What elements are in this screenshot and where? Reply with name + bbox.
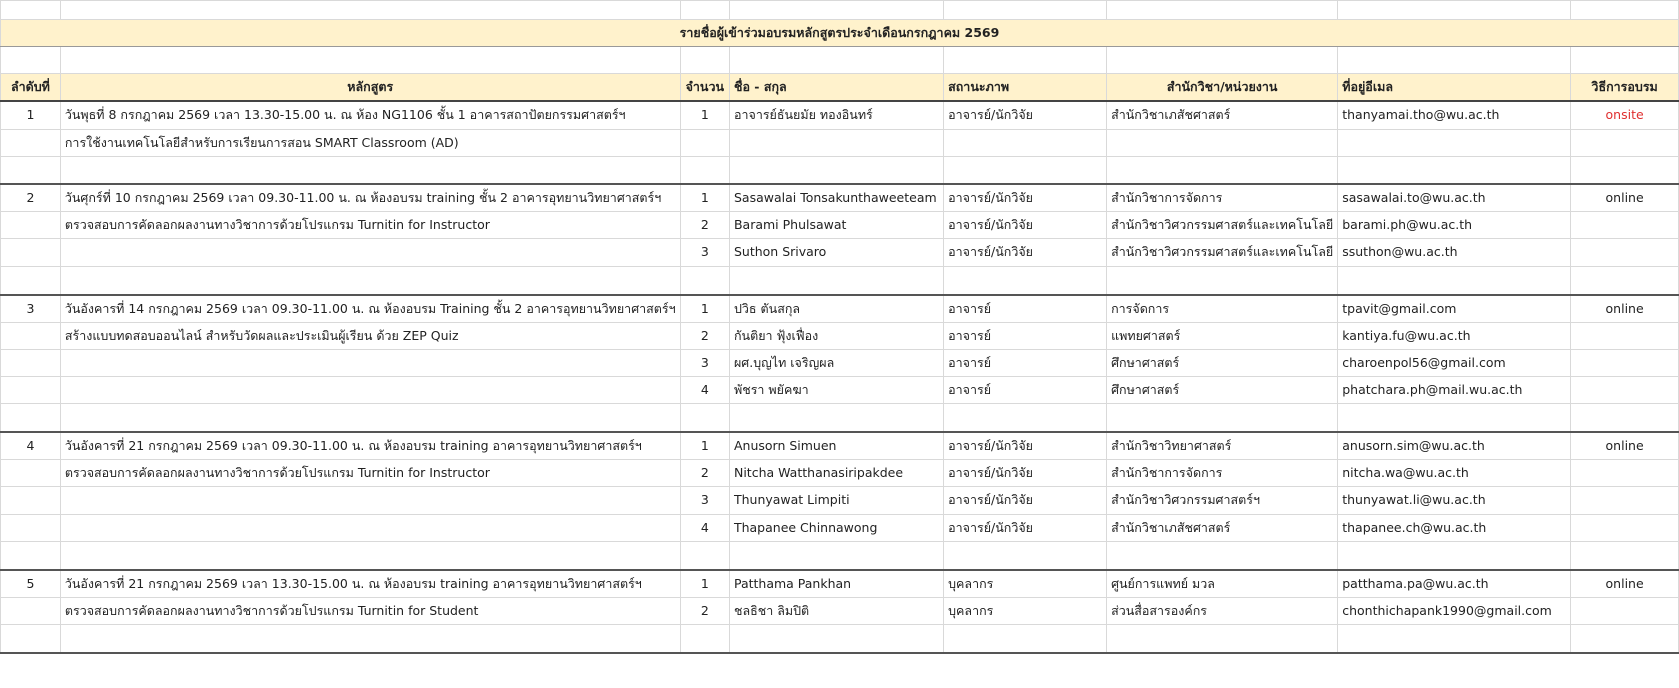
status-cell[interactable]: อาจารย์/นักวิจัย xyxy=(944,515,1107,542)
status-cell[interactable]: อาจารย์ xyxy=(944,377,1107,404)
empty-cell[interactable] xyxy=(1571,1,1679,20)
method-cell[interactable] xyxy=(1571,323,1679,350)
email-cell[interactable]: thapanee.ch@wu.ac.th xyxy=(1338,515,1571,542)
email-cell[interactable]: chonthichapank1990@gmail.com xyxy=(1338,598,1571,625)
course-cell[interactable]: ตรวจสอบการคัดลอกผลงานทางวิชาการด้วยโปรแกรม Turnitin for Instructor xyxy=(60,460,680,487)
method-cell[interactable]: onsite xyxy=(1571,101,1679,130)
record-row xyxy=(1,239,1679,267)
blank-row xyxy=(1,267,1679,295)
empty-cell[interactable] xyxy=(680,1,729,20)
record-row xyxy=(1,350,1679,377)
course-cell[interactable] xyxy=(60,239,680,267)
count-cell[interactable]: 1 xyxy=(680,295,729,323)
header-row xyxy=(1,74,1679,101)
header-unit[interactable]: สำนักวิชา/หน่วยงาน xyxy=(1107,74,1338,101)
course-cell[interactable]: ตรวจสอบการคัดลอกผลงานทางวิชาการด้วยโปรแกรม Turnitin for Instructor xyxy=(60,212,680,239)
record-row xyxy=(1,101,1679,130)
record-number[interactable] xyxy=(1,598,61,625)
empty-cell[interactable] xyxy=(680,267,729,295)
email-cell[interactable]: nitcha.wa@wu.ac.th xyxy=(1338,460,1571,487)
empty-cell[interactable] xyxy=(944,157,1107,184)
record-row xyxy=(1,130,1679,157)
course-cell[interactable] xyxy=(60,515,680,542)
empty-cell[interactable] xyxy=(1107,1,1338,20)
course-cell[interactable] xyxy=(60,487,680,515)
email-cell[interactable]: anusorn.sim@wu.ac.th xyxy=(1338,432,1571,460)
record-row xyxy=(1,598,1679,625)
count-cell[interactable]: 1 xyxy=(680,184,729,212)
name-cell[interactable]: Thunyawat Limpiti xyxy=(729,487,943,515)
status-cell[interactable]: อาจารย์/นักวิจัย xyxy=(944,101,1107,130)
method-cell[interactable] xyxy=(1571,598,1679,625)
status-cell[interactable]: อาจารย์ xyxy=(944,295,1107,323)
unit-cell[interactable]: สำนักวิชาวิทยาศาสตร์ xyxy=(1107,432,1338,460)
empty-cell[interactable] xyxy=(1338,47,1571,74)
name-cell[interactable]: Sasawalai Tonsakunthaweeteam xyxy=(729,184,943,212)
email-cell[interactable]: sasawalai.to@wu.ac.th xyxy=(1338,184,1571,212)
empty-cell[interactable] xyxy=(680,157,729,184)
record-number[interactable] xyxy=(1,323,61,350)
email-cell[interactable]: charoenpol56@gmail.com xyxy=(1338,350,1571,377)
record-number[interactable] xyxy=(1,350,61,377)
record-number[interactable]: 5 xyxy=(1,570,61,598)
unit-cell[interactable] xyxy=(1107,130,1338,157)
empty-cell[interactable] xyxy=(1,267,61,295)
status-cell[interactable]: อาจารย์/นักวิจัย xyxy=(944,432,1107,460)
unit-cell[interactable]: ศึกษาศาสตร์ xyxy=(1107,377,1338,404)
unit-cell[interactable]: สำนักวิชาวิศวกรรมศาสตร์ฯ xyxy=(1107,487,1338,515)
empty-cell[interactable] xyxy=(1,47,61,74)
email-cell[interactable]: ssuthon@wu.ac.th xyxy=(1338,239,1571,267)
empty-cell[interactable] xyxy=(680,404,729,432)
count-cell[interactable]: 3 xyxy=(680,239,729,267)
status-cell[interactable] xyxy=(944,130,1107,157)
name-cell[interactable]: อาจารย์ธันยมัย ทองอินทร์ xyxy=(729,101,943,130)
method-cell[interactable] xyxy=(1571,460,1679,487)
status-cell[interactable]: บุคลากร xyxy=(944,598,1107,625)
unit-cell[interactable]: สำนักวิชาเภสัชศาสตร์ xyxy=(1107,515,1338,542)
empty-cell[interactable] xyxy=(1571,267,1679,295)
record-number[interactable] xyxy=(1,130,61,157)
status-cell[interactable]: อาจารย์/นักวิจัย xyxy=(944,460,1107,487)
record-row xyxy=(1,184,1679,212)
header-method[interactable]: วิธีการอบรม xyxy=(1571,74,1679,101)
empty-cell[interactable] xyxy=(1571,404,1679,432)
unit-cell[interactable]: ศึกษาศาสตร์ xyxy=(1107,350,1338,377)
course-cell[interactable]: วันอังคารที่ 21 กรกฎาคม 2569 เวลา 09.30-11.00 น. ณ ห้องอบรม training อาคารอุทยานวิทยาศาสตร์ฯ xyxy=(60,432,680,460)
count-cell[interactable]: 2 xyxy=(680,323,729,350)
method-cell[interactable]: online xyxy=(1571,432,1679,460)
record-row xyxy=(1,487,1679,515)
method-cell[interactable] xyxy=(1571,212,1679,239)
method-cell[interactable] xyxy=(1571,350,1679,377)
empty-cell[interactable] xyxy=(1107,157,1338,184)
empty-cell[interactable] xyxy=(1,404,61,432)
unit-cell[interactable]: ศูนย์การแพทย์ มวล xyxy=(1107,570,1338,598)
count-cell[interactable]: 1 xyxy=(680,432,729,460)
empty-cell[interactable] xyxy=(1,157,61,184)
unit-cell[interactable]: สำนักวิชาวิศวกรรมศาสตร์และเทคโนโลยี xyxy=(1107,239,1338,267)
empty-cell[interactable] xyxy=(1338,404,1571,432)
record-row xyxy=(1,295,1679,323)
email-cell[interactable]: thanyamai.tho@wu.ac.th xyxy=(1338,101,1571,130)
method-cell[interactable] xyxy=(1571,130,1679,157)
name-cell[interactable] xyxy=(729,130,943,157)
record-number[interactable]: 3 xyxy=(1,295,61,323)
empty-cell[interactable] xyxy=(1,625,61,653)
name-cell[interactable]: ชลธิชา ลิมปิติ xyxy=(729,598,943,625)
status-cell[interactable]: อาจารย์/นักวิจัย xyxy=(944,239,1107,267)
record-row xyxy=(1,570,1679,598)
name-cell[interactable]: Nitcha Watthanasiripakdee xyxy=(729,460,943,487)
empty-cell[interactable] xyxy=(60,1,680,20)
method-cell[interactable]: online xyxy=(1571,570,1679,598)
empty-cell[interactable] xyxy=(729,1,943,20)
count-cell[interactable]: 2 xyxy=(680,598,729,625)
empty-cell[interactable] xyxy=(60,47,680,74)
blank-row xyxy=(1,625,1679,653)
record-number[interactable]: 2 xyxy=(1,184,61,212)
empty-cell[interactable] xyxy=(680,625,729,653)
empty-cell[interactable] xyxy=(944,404,1107,432)
count-cell[interactable]: 4 xyxy=(680,377,729,404)
empty-cell[interactable] xyxy=(1107,404,1338,432)
blank-row xyxy=(1,542,1679,570)
record-number[interactable] xyxy=(1,515,61,542)
record-number[interactable] xyxy=(1,212,61,239)
record-number[interactable]: 4 xyxy=(1,432,61,460)
empty-cell[interactable] xyxy=(729,404,943,432)
blank-row xyxy=(1,47,1679,74)
name-cell[interactable]: Anusorn Simuen xyxy=(729,432,943,460)
method-cell[interactable] xyxy=(1571,377,1679,404)
unit-cell[interactable]: แพทยศาสตร์ xyxy=(1107,323,1338,350)
empty-cell[interactable] xyxy=(944,625,1107,653)
name-cell[interactable]: Thapanee Chinnawong xyxy=(729,515,943,542)
course-cell[interactable] xyxy=(60,377,680,404)
record-row xyxy=(1,460,1679,487)
empty-cell[interactable] xyxy=(729,47,943,74)
method-cell[interactable]: online xyxy=(1571,295,1679,323)
name-cell[interactable]: กันติยา ฟุ้งเฟื่อง xyxy=(729,323,943,350)
email-cell[interactable]: kantiya.fu@wu.ac.th xyxy=(1338,323,1571,350)
sheet-title[interactable]: รายชื่อผู้เข้าร่วมอบรมหลักสูตรประจำเดือนกรกฎาคม 2569 xyxy=(1,20,1679,47)
header-no[interactable]: ลำดับที่ xyxy=(1,74,61,101)
unit-cell[interactable]: สำนักวิชาการจัดการ xyxy=(1107,184,1338,212)
course-cell[interactable]: วันพุธที่ 8 กรกฎาคม 2569 เวลา 13.30-15.00 น. ณ ห้อง NG1106 ชั้น 1 อาคารสถาปัตยกรรมศาสตร์ฯ xyxy=(60,101,680,130)
name-cell[interactable]: Suthon Srivaro xyxy=(729,239,943,267)
status-cell[interactable]: อาจารย์ xyxy=(944,323,1107,350)
method-cell[interactable]: online xyxy=(1571,184,1679,212)
empty-cell[interactable] xyxy=(1338,1,1571,20)
empty-cell[interactable] xyxy=(60,625,680,653)
unit-cell[interactable]: สำนักวิชาวิศวกรรมศาสตร์และเทคโนโลยี xyxy=(1107,212,1338,239)
name-cell[interactable]: ผศ.บุญไท เจริญผล xyxy=(729,350,943,377)
name-cell[interactable]: ปวิธ ตันสกุล xyxy=(729,295,943,323)
unit-cell[interactable]: การจัดการ xyxy=(1107,295,1338,323)
course-cell[interactable]: ตรวจสอบการคัดลอกผลงานทางวิชาการด้วยโปรแกรม Turnitin for Student xyxy=(60,598,680,625)
empty-cell[interactable] xyxy=(1,542,61,570)
header-status[interactable]: สถานะภาพ xyxy=(944,74,1107,101)
empty-cell[interactable] xyxy=(729,542,943,570)
header-count[interactable]: จำนวน xyxy=(680,74,729,101)
empty-cell[interactable] xyxy=(680,542,729,570)
course-cell[interactable]: วันอังคารที่ 21 กรกฎาคม 2569 เวลา 13.30-15.00 น. ณ ห้องอบรม training อาคารอุทยานวิทยาศาสตร์ฯ xyxy=(60,570,680,598)
name-cell[interactable]: พัชรา พยัคฆา xyxy=(729,377,943,404)
title-row xyxy=(1,20,1679,47)
status-cell[interactable]: อาจารย์/นักวิจัย xyxy=(944,487,1107,515)
blank-row xyxy=(1,404,1679,432)
email-cell[interactable]: phatchara.ph@mail.wu.ac.th xyxy=(1338,377,1571,404)
empty-cell[interactable] xyxy=(1107,267,1338,295)
count-cell[interactable]: 3 xyxy=(680,487,729,515)
name-cell[interactable]: Barami Phulsawat xyxy=(729,212,943,239)
header-course[interactable]: หลักสูตร xyxy=(60,74,680,101)
empty-cell[interactable] xyxy=(680,47,729,74)
unit-cell[interactable]: สำนักวิชาการจัดการ xyxy=(1107,460,1338,487)
empty-cell[interactable] xyxy=(1107,625,1338,653)
record-row xyxy=(1,377,1679,404)
empty-cell[interactable] xyxy=(944,542,1107,570)
email-cell[interactable] xyxy=(1338,130,1571,157)
status-cell[interactable]: อาจารย์ xyxy=(944,350,1107,377)
empty-cell[interactable] xyxy=(1571,542,1679,570)
email-cell[interactable]: tpavit@gmail.com xyxy=(1338,295,1571,323)
count-cell[interactable]: 1 xyxy=(680,570,729,598)
count-cell[interactable]: 4 xyxy=(680,515,729,542)
email-cell[interactable]: patthama.pa@wu.ac.th xyxy=(1338,570,1571,598)
method-cell[interactable] xyxy=(1571,515,1679,542)
course-cell[interactable]: สร้างแบบทดสอบออนไลน์ สำหรับวัดผลและประเมินผู้เรียน ด้วย ZEP Quiz xyxy=(60,323,680,350)
empty-cell[interactable] xyxy=(1338,157,1571,184)
name-cell[interactable]: Patthama Pankhan xyxy=(729,570,943,598)
count-cell[interactable]: 1 xyxy=(680,101,729,130)
blank-row xyxy=(1,157,1679,184)
empty-cell[interactable] xyxy=(729,625,943,653)
empty-cell[interactable] xyxy=(1338,267,1571,295)
status-cell[interactable]: อาจารย์/นักวิจัย xyxy=(944,184,1107,212)
course-cell[interactable]: วันอังคารที่ 14 กรกฎาคม 2569 เวลา 09.30-11.00 น. ณ ห้องอบรม Training ชั้น 2 อาคารอุทยานวิทยาศาสตร์ฯ xyxy=(60,295,680,323)
empty-cell[interactable] xyxy=(60,157,680,184)
empty-cell[interactable] xyxy=(1571,157,1679,184)
empty-cell[interactable] xyxy=(944,267,1107,295)
empty-cell[interactable] xyxy=(1107,542,1338,570)
empty-cell[interactable] xyxy=(1107,47,1338,74)
record-number[interactable] xyxy=(1,487,61,515)
record-row xyxy=(1,515,1679,542)
record-number[interactable] xyxy=(1,377,61,404)
count-cell[interactable]: 2 xyxy=(680,212,729,239)
empty-cell[interactable] xyxy=(60,542,680,570)
method-cell[interactable] xyxy=(1571,487,1679,515)
blank-row xyxy=(1,1,1679,20)
record-number[interactable] xyxy=(1,239,61,267)
empty-cell[interactable] xyxy=(60,267,680,295)
empty-cell[interactable] xyxy=(944,1,1107,20)
empty-cell[interactable] xyxy=(1338,542,1571,570)
empty-cell[interactable] xyxy=(60,404,680,432)
count-cell[interactable]: 3 xyxy=(680,350,729,377)
record-number[interactable]: 1 xyxy=(1,101,61,130)
count-cell[interactable]: 2 xyxy=(680,460,729,487)
empty-cell[interactable] xyxy=(944,47,1107,74)
email-cell[interactable]: barami.ph@wu.ac.th xyxy=(1338,212,1571,239)
unit-cell[interactable]: ส่วนสื่อสารองค์กร xyxy=(1107,598,1338,625)
record-row xyxy=(1,323,1679,350)
course-cell[interactable]: การใช้งานเทคโนโลยีสำหรับการเรียนการสอน SMART Classroom (AD) xyxy=(60,130,680,157)
record-row xyxy=(1,432,1679,460)
email-cell[interactable]: thunyawat.li@wu.ac.th xyxy=(1338,487,1571,515)
empty-cell[interactable] xyxy=(729,267,943,295)
status-cell[interactable]: อาจารย์/นักวิจัย xyxy=(944,212,1107,239)
empty-cell[interactable] xyxy=(1338,625,1571,653)
count-cell[interactable] xyxy=(680,130,729,157)
status-cell[interactable]: บุคลากร xyxy=(944,570,1107,598)
course-cell[interactable] xyxy=(60,350,680,377)
empty-cell[interactable] xyxy=(1,1,61,20)
empty-cell[interactable] xyxy=(1571,625,1679,653)
course-cell[interactable]: วันศุกร์ที่ 10 กรกฎาคม 2569 เวลา 09.30-11.00 น. ณ ห้องอบรม training ชั้น 2 อาคารอุทยานวิทยาศาสตร์ฯ xyxy=(60,184,680,212)
header-email[interactable]: ที่อยู่อีเมล xyxy=(1338,74,1571,101)
empty-cell[interactable] xyxy=(729,157,943,184)
unit-cell[interactable]: สำนักวิชาเภสัชศาสตร์ xyxy=(1107,101,1338,130)
record-number[interactable] xyxy=(1,460,61,487)
empty-cell[interactable] xyxy=(1571,47,1679,74)
method-cell[interactable] xyxy=(1571,239,1679,267)
header-name[interactable]: ชื่อ - สกุล xyxy=(729,74,943,101)
record-row xyxy=(1,212,1679,239)
